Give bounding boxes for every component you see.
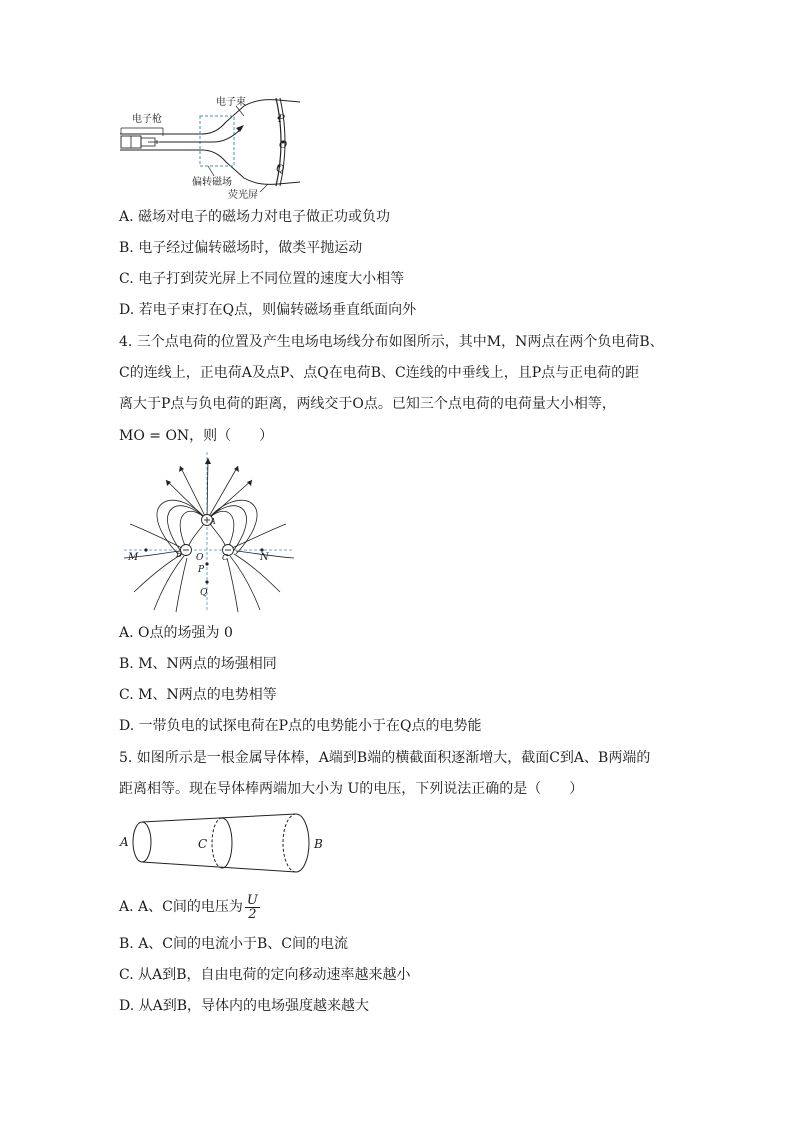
q4-option-b: B. M、N两点的场强相同 bbox=[119, 656, 277, 672]
label-P: P bbox=[198, 565, 205, 575]
q5-option-c: C. 从A到B，自由电荷的定向移动速率越来越小 bbox=[119, 967, 411, 983]
label-gun: 电子枪 bbox=[132, 114, 162, 125]
label-P: P bbox=[278, 114, 285, 125]
q5-stem-line-1: 5. 如图所示是一根金属导体棒，A端到B端的横截面积逐渐增大，截面C到A、B两端的 bbox=[119, 750, 651, 766]
label-Q: Q bbox=[276, 164, 285, 175]
q4-option-d: D. 一带负电的试探电荷在P点的电势能小于在Q点的电势能 bbox=[119, 718, 482, 734]
q3-option-b: B. 电子经过偏转磁场时，做类平抛运动 bbox=[119, 240, 363, 256]
label-M: M bbox=[128, 552, 139, 563]
label-A: A bbox=[120, 835, 129, 849]
q5-option-a bbox=[119, 892, 260, 922]
q5-option-b: B. A、C间的电流小于B、C间的电流 bbox=[119, 936, 349, 952]
q3-option-c: C. 电子打到荧光屏上不同位置的速度大小相等 bbox=[119, 271, 405, 287]
label-A: A bbox=[210, 517, 216, 526]
label-Q: Q bbox=[200, 588, 208, 598]
label-B: B bbox=[314, 837, 323, 851]
q4-stem-line-3: 离大于P点与负电荷的距离，两线交于O点。已知三个点电荷的电荷量大小相等， bbox=[119, 396, 616, 412]
q4-stem-line-1: 4. 三个点电荷的位置及产生电场电场线分布如图所示，其中M，N两点在两个负电荷B、 bbox=[119, 334, 664, 350]
label-C: C bbox=[222, 553, 229, 562]
label-field: 偏转磁场 bbox=[192, 177, 232, 188]
label-B: B bbox=[176, 550, 182, 559]
q5-option-d: D. 从A到B，导体内的电场强度越来越大 bbox=[119, 998, 370, 1014]
label-N: N bbox=[260, 552, 269, 563]
label-O: O bbox=[196, 553, 204, 563]
field-lines-figure bbox=[120, 452, 300, 614]
fraction-u-over-2: $\frac{U}{2}$ bbox=[246, 892, 258, 922]
conductor-figure bbox=[118, 810, 338, 876]
q4-stem-line-2: C的连线上，正电荷A及点P、点Q在电荷B、C连线的中垂线上，且P点与正电荷的距 bbox=[119, 365, 640, 381]
label-O: O bbox=[279, 140, 288, 151]
q4-option-c: C. M、N两点的电势相等 bbox=[119, 687, 277, 703]
q3-option-d: D. 若电子束打在Q点，则偏转磁场垂直纸面向外 bbox=[119, 302, 417, 318]
label-C: C bbox=[198, 837, 208, 851]
q4-stem-line-4: MO = ON，则（ ） bbox=[119, 428, 274, 444]
crt-figure bbox=[118, 92, 318, 202]
q4-option-a: A. O点的场强为 0 bbox=[119, 625, 233, 641]
q5-stem-line-2: 距离相等。现在导体棒两端加大小为 U的电压，下列说法正确的是（ ） bbox=[119, 781, 584, 797]
q3-option-a: A. 磁场对电子的磁场力对电子做正功或负功 bbox=[119, 209, 391, 225]
label-beam: 电子束 bbox=[216, 97, 246, 108]
q5-option-a-prefix: A. A、C间的电压为 bbox=[119, 899, 243, 915]
label-screen: 荧光屏 bbox=[228, 190, 258, 201]
